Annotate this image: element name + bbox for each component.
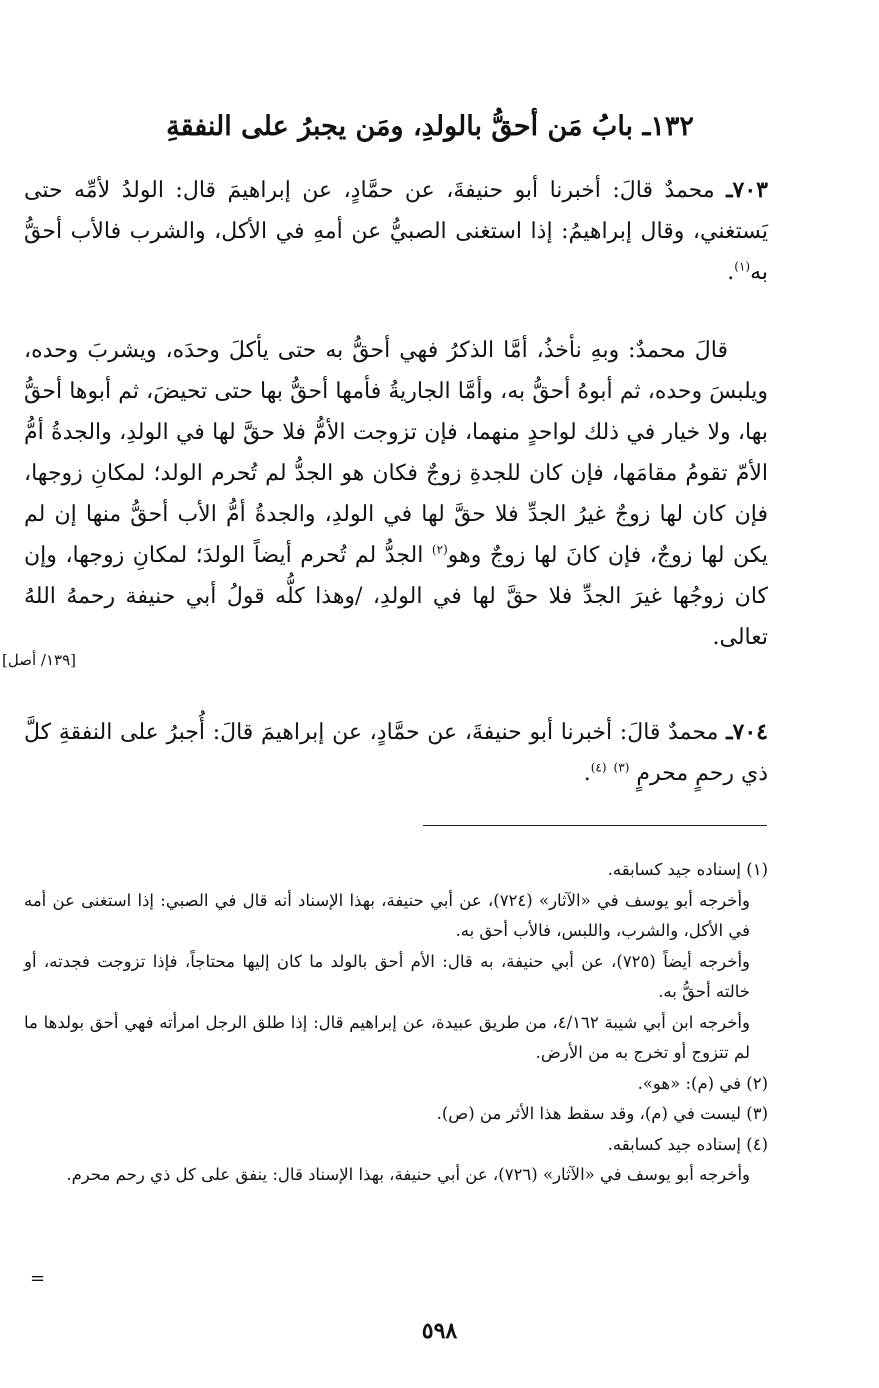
page-number: ٥٩٨ (421, 1318, 458, 1344)
footnote-1-text: وأخرجه ابن أبي شيبة ٤/١٦٢، من طريق عبيدة، عن إبراهيم قال: إذا طلق الرجل امرأته فهي أحق بولدها ما لم تتزوج أو تخرج به من الأرض. (24, 1012, 750, 1062)
commentary-text: قالَ محمدٌ: وبهِ نأخذُ، أمَّا الذكرُ فهي أحقُّ به حتى يأكلَ وحدَه، ويشربَ وحده، ويلبسَ وحده، ثم أبوهُ أحقُّ به، وأمَّا الجاريةُ فأمها أحقُّ بها حتى تحيضَ، ثم أبوها أحقُّ بها، ولا خيار في ذلك لواحدٍ منهما، فإن تزوجت الأمُّ فلا حقَّ لها في الولدِ، والجدةُ أمُّ الأمّ تقومُ مقامَها، فإن كان للجدةِ زوجٌ فكان هو الجدُّ لم تُحرم الولد؛ لمكانِ زوجها، فإن كان لها زوجٌ غيرُ الجدِّ فلا حقَّ لها في الولدِ، والجدةُ أمُّ الأب أحقُّ منها إن لم يكن لها زوجٌ، فإن كانَ لها زوجٌ وهو (24, 338, 768, 568)
hadith-text: محمدٌ قالَ: أخبرنا أبو حنيفةَ، عن حمَّادٍ، عن إبراهيمَ قالَ: أُجبرُ على النفقةِ كلَّ ذي رحمٍ محرمٍ (24, 720, 768, 786)
commentary-text-cont: الجدُّ لم تُحرم أيضاً الولدَ؛ لمكانِ زوجها، وإن كان زوجُها غيرَ الجدِّ فلا حقَّ لها في الولدِ، /وهذا كلُّه قولُ أبي حنيفة رحمهُ اللهُ تعالى. (24, 543, 768, 650)
footnotes (24, 855, 768, 1191)
footnote-1-text: وأخرجه أبو يوسف في «الآثار» (٧٢٤)، عن أبي حنيفة، بهذا الإسناد أنه قال في الصبي: إذا استغنى عن أمه في الأكل، والشرب، واللبس، فالأب أحق به. (24, 890, 751, 940)
footnote-ref: (٣) (613, 760, 630, 775)
footnote-ref: (٤) (590, 760, 607, 775)
margin-note: [١٣٩/ أصل] (2, 651, 76, 669)
hadith-703 (24, 170, 768, 293)
hadith-number: ٧٠٣ـ (726, 177, 768, 203)
chapter-title: ١٣٢ـ بابُ مَن أحقُّ بالولدِ، ومَن يجبرُ على النفقةِ (166, 111, 694, 142)
hadith-text: محمدٌ قالَ: أخبرنا أبو حنيفةَ، عن حمَّادٍ، عن إبراهيمَ قال: الولدُ لأمِّه حتى يَستغني، وقال إبراهيمُ: إذا استغنى الصبيُّ عن أمهِ في الأكل، والشرب فالأب أحقُّ به (24, 178, 768, 285)
sentence-end: . (727, 260, 735, 285)
footnote-ref: (١) (734, 259, 751, 274)
sentence-end: . (583, 761, 591, 786)
footnote-3: (٣) ليست في (م)، وقد سقط هذا الأثر من (ص). (436, 1104, 768, 1123)
footnote-2: (٢) في (م): «هو». (637, 1073, 768, 1093)
footnote-4-text: وأخرجه أبو يوسف في «الآثار» (٧٢٦)، عن أبي حنيفة، بهذا الإسناد قال: ينفق على كل ذي رحم محرم. (66, 1165, 750, 1184)
footnote-separator (423, 825, 767, 826)
footnote-ref: (٢) (431, 542, 448, 557)
continuation-mark: = (30, 1268, 46, 1289)
commentary-paragraph (24, 330, 768, 658)
hadith-number: ٧٠٤ـ (726, 719, 768, 745)
footnote-1-text: وأخرجه أيضاً (٧٢٥)، عن أبي حنيفة، به قال: الأم أحق بالولد ما كان إليها محتاجاً، فإذا تزوجت فجدته، أو خالته أحقُّ به. (24, 951, 751, 1001)
footnote-1: (١) إسناده جيد كسابقه. (607, 860, 768, 879)
footnote-4: (٤) إسناده جيد كسابقه. (607, 1134, 768, 1154)
hadith-704 (24, 712, 768, 794)
